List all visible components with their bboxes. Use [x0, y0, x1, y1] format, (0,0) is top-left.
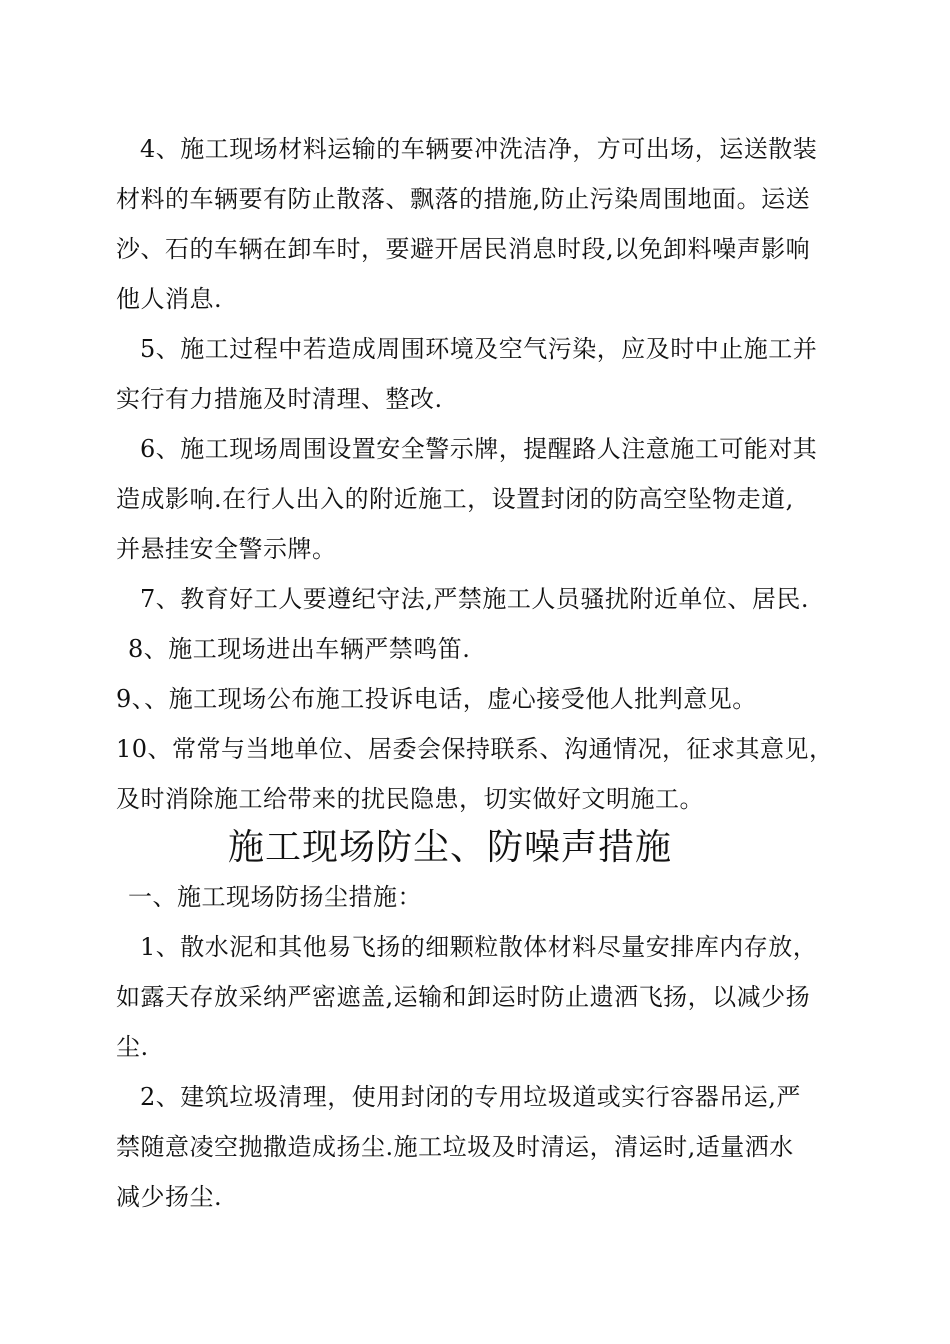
- item-7-line-1: 7、教育好工人要遵纪守法,严禁施工人员骚扰附近单位、居民.: [140, 585, 810, 613]
- dust-item-2-line-1: 2、建筑垃圾清理，使用封闭的专用垃圾道或实行容器吊运,严: [140, 1083, 801, 1111]
- dust-item-2-line-2: 禁随意凌空抛撒造成扬尘.施工垃圾及时清运，清运时,适量洒水: [116, 1133, 794, 1161]
- section-subheading: 一、施工现场防扬尘措施：: [128, 883, 422, 911]
- item-4-line-4: 他人消息.: [116, 285, 223, 313]
- item-6-line-3: 并悬挂安全警示牌。: [116, 535, 337, 563]
- item-6-line-1: 6、施工现场周围设置安全警示牌，提醒路人注意施工可能对其: [140, 435, 818, 463]
- item-10-line-1: 10、常常与当地单位、居委会保持联系、沟通情况，征求其意见，: [116, 735, 834, 763]
- dust-item-1-line-2: 如露天存放采纳严密遮盖,运输和卸运时防止遗洒飞扬，以减少扬: [116, 983, 811, 1011]
- item-6-line-2: 造成影响.在行人出入的附近施工，设置封闭的防高空坠物走道,: [116, 485, 794, 513]
- item-10-line-2: 及时消除施工给带来的扰民隐患，切实做好文明施工。: [116, 785, 704, 813]
- dust-item-2-line-3: 减少扬尘.: [116, 1183, 223, 1211]
- item-4-line-1: 4、施工现场材料运输的车辆要冲洗洁净，方可出场，运送散装: [140, 135, 818, 163]
- item-4-line-3: 沙、石的车辆在卸车时，要避开居民消息时段,以免卸料噪声影响: [116, 235, 811, 263]
- section-title: 施工现场防尘、防噪声措施: [227, 827, 672, 868]
- item-5-line-1: 5、施工过程中若造成周围环境及空气污染，应及时中止施工并: [140, 335, 818, 363]
- item-4-line-2: 材料的车辆要有防止散落、飘落的措施,防止污染周围地面。运送: [116, 185, 811, 213]
- item-5-line-2: 实行有力措施及时清理、整改.: [116, 385, 443, 413]
- dust-item-1-line-3: 尘.: [116, 1033, 149, 1061]
- dust-item-1-line-1: 1、散水泥和其他易飞扬的细颗粒散体材料尽量安排库内存放，: [140, 933, 818, 961]
- item-9-line-1: 9、、施工现场公布施工投诉电话，虚心接受他人批判意见。: [116, 685, 757, 713]
- item-8-line-1: 8、施工现场进出车辆严禁鸣笛.: [128, 635, 471, 663]
